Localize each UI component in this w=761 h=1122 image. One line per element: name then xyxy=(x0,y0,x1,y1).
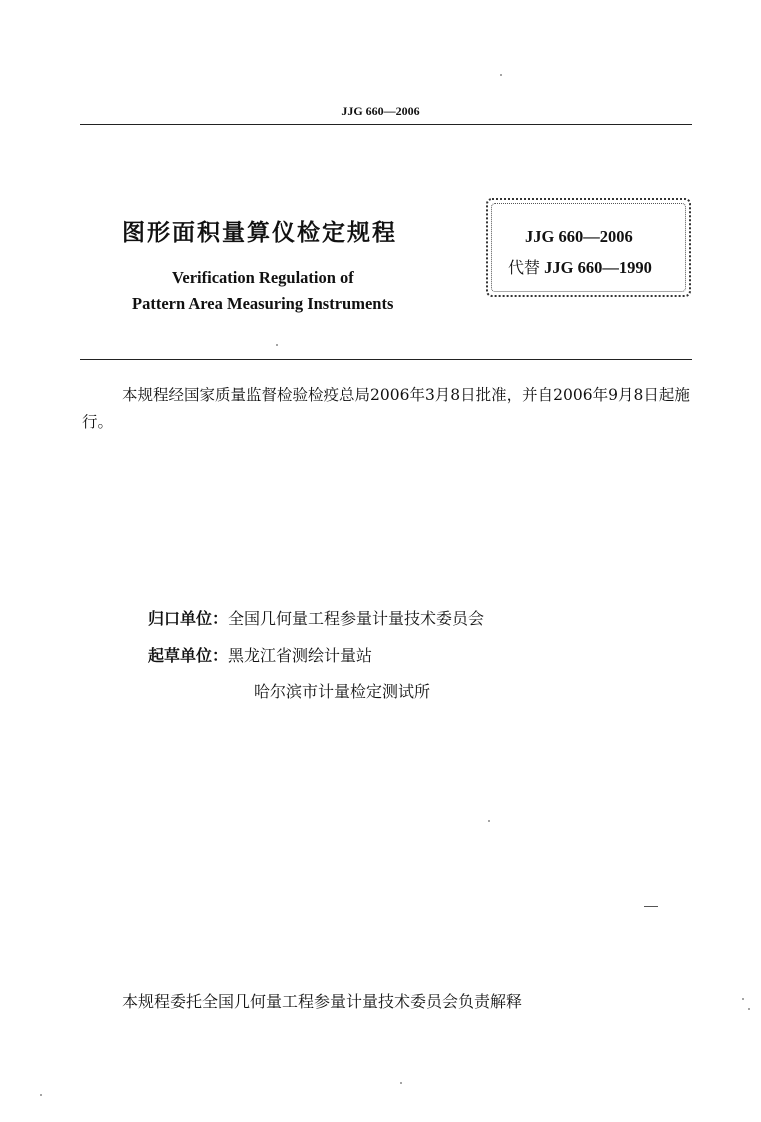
responsible-unit-label: 归口单位： xyxy=(148,609,229,628)
code-box-replaces xyxy=(508,255,652,278)
interpretation-note: 本规程委托全国几何量工程参量计量技术委员会负责解释 xyxy=(122,992,523,1011)
header-standard-code: JJG 660—2006 xyxy=(341,104,420,118)
code-box-current-code: JJG 660—2006 xyxy=(525,227,633,246)
drafting-unit-label: 起草单位： xyxy=(148,646,229,665)
scan-speck xyxy=(488,820,490,822)
drafting-unit-value-2: 哈尔滨市计量检定测试所 xyxy=(254,682,431,701)
responsible-unit-value: 全国几何量工程参量计量技术委员会 xyxy=(228,609,485,628)
code-box-inner-border xyxy=(491,203,686,292)
title-english-line2: Pattern Area Measuring Instruments xyxy=(132,294,394,313)
code-box-replaces-label: 代替 xyxy=(508,258,541,277)
scan-speck xyxy=(400,1082,402,1084)
header-rule xyxy=(80,124,692,125)
title-chinese: 图形面积量算仪检定规程 xyxy=(122,220,397,246)
responsible-unit-row xyxy=(148,606,484,629)
scan-speck xyxy=(500,74,502,76)
title-rule xyxy=(80,359,692,360)
scan-speck xyxy=(742,998,744,1000)
scan-speck xyxy=(748,1008,750,1010)
approval-paragraph xyxy=(82,382,694,436)
standard-code-box xyxy=(486,198,691,297)
title-english-line1: Verification Regulation of xyxy=(172,268,354,287)
scan-speck xyxy=(40,1094,42,1096)
drafting-unit-value-1: 黑龙江省测绘计量站 xyxy=(228,646,373,665)
code-box-replaces-code: JJG 660—1990 xyxy=(544,258,652,277)
approval-text: 本规程经国家质量监督检验检疫总局2006年3月8日批准，并自2006年9月8日起施行。 xyxy=(82,386,690,431)
scan-speck xyxy=(276,344,278,346)
drafting-unit-row xyxy=(148,643,372,666)
scan-mark xyxy=(644,906,658,907)
